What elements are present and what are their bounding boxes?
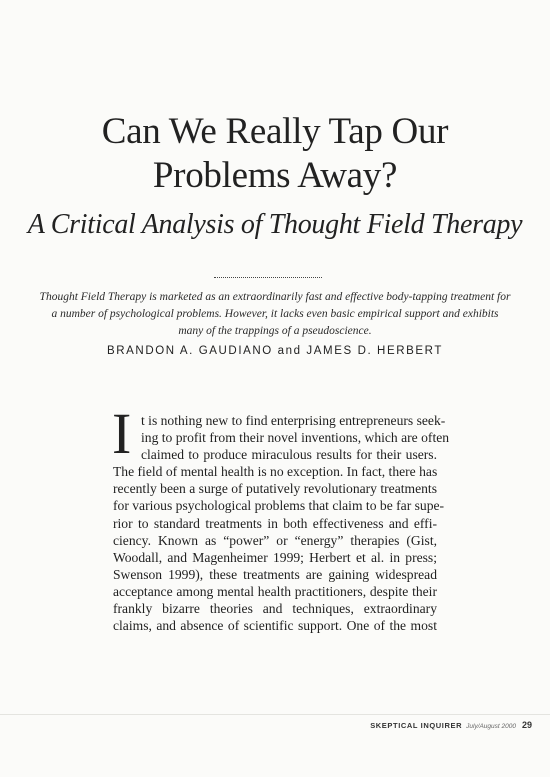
body-line: frankly bizarre theories and techniques, extraordinary <box>113 601 437 617</box>
body-line: acceptance among mental health practitioners, despite their <box>113 583 437 599</box>
abstract-line: a number of psychological problems. However, it lacks even basic empirical support and exhibits <box>51 308 499 320</box>
body-line: claimed to produce miraculous results for their users. <box>141 447 437 463</box>
page-footer <box>370 720 532 730</box>
body-line: Woodall, and Magenheimer 1999; Herbert et al. in press; <box>113 549 437 565</box>
body-line: ing to profit from their novel inventions, which are often <box>141 430 450 446</box>
title-line-1: Can We Really Tap Our <box>101 111 449 152</box>
article-title <box>0 110 550 198</box>
abstract-line: Thought Field Therapy is marketed as an extraordinarily fast and effective body-tapping treatment for <box>39 291 511 303</box>
body-line: claims, and absence of scientific support. One of the most <box>113 618 437 634</box>
body-line: The field of mental health is no exception. In fact, there has <box>113 464 438 480</box>
abstract-line: many of the trappings of a pseudoscience. <box>178 325 372 337</box>
body-line: Swenson 1999), these treatments are gaining widespread <box>113 566 437 582</box>
drop-cap: I <box>112 401 132 466</box>
article-subtitle: A Critical Analysis of Thought Field Therapy <box>27 209 523 240</box>
body-text <box>113 412 450 634</box>
dotted-divider <box>214 277 322 278</box>
body-line: rior to standard treatments in both effectiveness and effi- <box>113 515 437 531</box>
body-line: recently been a surge of putatively revolutionary treatments <box>113 481 437 497</box>
journal-name: SKEPTICAL INQUIRER <box>370 721 463 730</box>
body-line: for various psychological problems that claim to be far supe- <box>113 498 445 514</box>
page-number: 29 <box>521 720 532 730</box>
abstract <box>30 289 520 340</box>
body-line: t is nothing new to find enterprising entrepreneurs seek- <box>141 413 446 428</box>
issue-date: July/August 2000 <box>466 723 516 730</box>
footer-rule <box>0 714 550 715</box>
title-line-2: Problems Away? <box>152 155 398 196</box>
author-byline: BRANDON A. GAUDIANO and JAMES D. HERBERT <box>106 345 444 357</box>
body-line: ciency. Known as “power” or “energy” therapies (Gist, <box>113 532 437 548</box>
